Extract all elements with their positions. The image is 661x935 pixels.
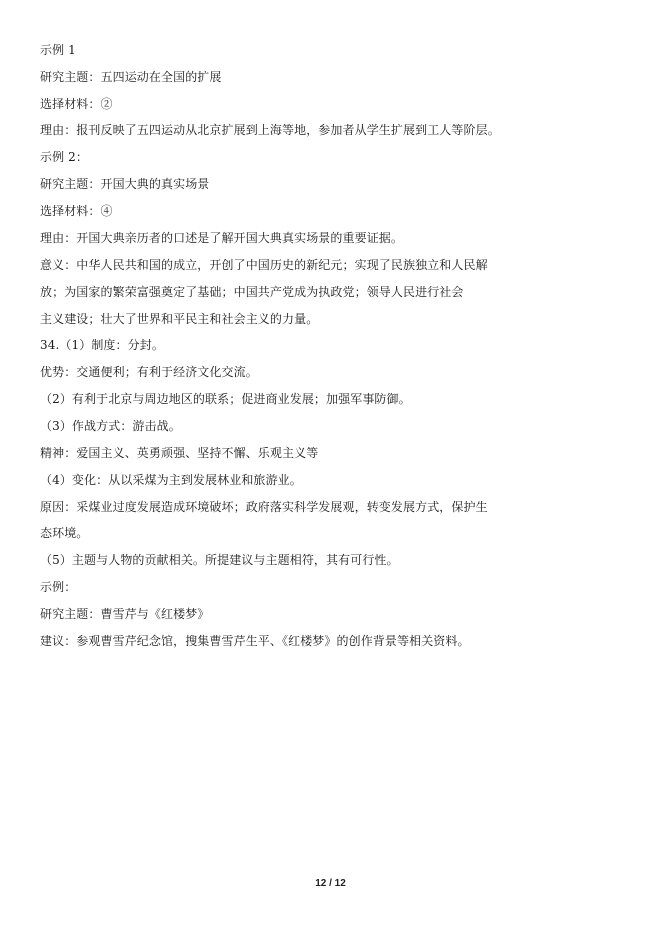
text-line: 意义：中华人民共和国的成立，开创了中国历史的新纪元；实现了民族独立和人民解 bbox=[40, 258, 488, 272]
text-line: 理由：开国大典亲历者的口述是了解开国大典真实场景的重要证据。 bbox=[40, 231, 404, 245]
text-line: （2）有利于北京与周边地区的联系；促进商业发展；加强军事防御。 bbox=[40, 392, 411, 406]
text-line: 研究主题：曹雪芹与《红楼梦》 bbox=[40, 607, 210, 621]
text-line: 选择材料：④ bbox=[40, 204, 113, 218]
text-line: 理由：报刊反映了五四运动从北京扩展到上海等地，参加者从学生扩展到工人等阶层。 bbox=[40, 123, 500, 137]
text-line: 主义建设；壮大了世界和平民主和社会主义的力量。 bbox=[40, 312, 319, 326]
text-line: （3）作战方式：游击战。 bbox=[40, 419, 181, 433]
text-line: 研究主题：五四运动在全国的扩展 bbox=[40, 70, 222, 84]
text-line: 示例 2： bbox=[40, 150, 88, 164]
text-line: （5）主题与人物的贡献相关。所提建议与主题相符，其有可行性。 bbox=[40, 553, 399, 567]
text-line: 示例 1 bbox=[40, 43, 76, 57]
text-line: （4）变化：从以采煤为主到发展林业和旅游业。 bbox=[40, 473, 302, 487]
text-line: 原因：采煤业过度发展造成环境破坏；政府落实科学发展观，转变发展方式，保护生 bbox=[40, 500, 488, 514]
text-line: 研究主题：开国大典的真实场景 bbox=[40, 177, 210, 191]
text-line: 34.（1）制度：分封。 bbox=[40, 338, 164, 352]
text-line: 精神：爱国主义、英勇顽强、坚持不懈、乐观主义等 bbox=[40, 446, 319, 460]
text-line: 放；为国家的繁荣富强奠定了基础；中国共产党成为执政党；领导人民进行社会 bbox=[40, 285, 464, 299]
text-line: 选择材料：② bbox=[40, 97, 113, 111]
text-line: 建议：参观曹雪芹纪念馆，搜集曹雪芹生平、《红楼梦》的创作背景等相关资料。 bbox=[40, 634, 470, 648]
text-line: 优势：交通便利；有利于经济文化交流。 bbox=[40, 365, 258, 379]
text-line: 态环境。 bbox=[40, 526, 89, 540]
text-line: 示例： bbox=[40, 580, 77, 594]
page-number: 12 / 12 bbox=[315, 878, 346, 889]
